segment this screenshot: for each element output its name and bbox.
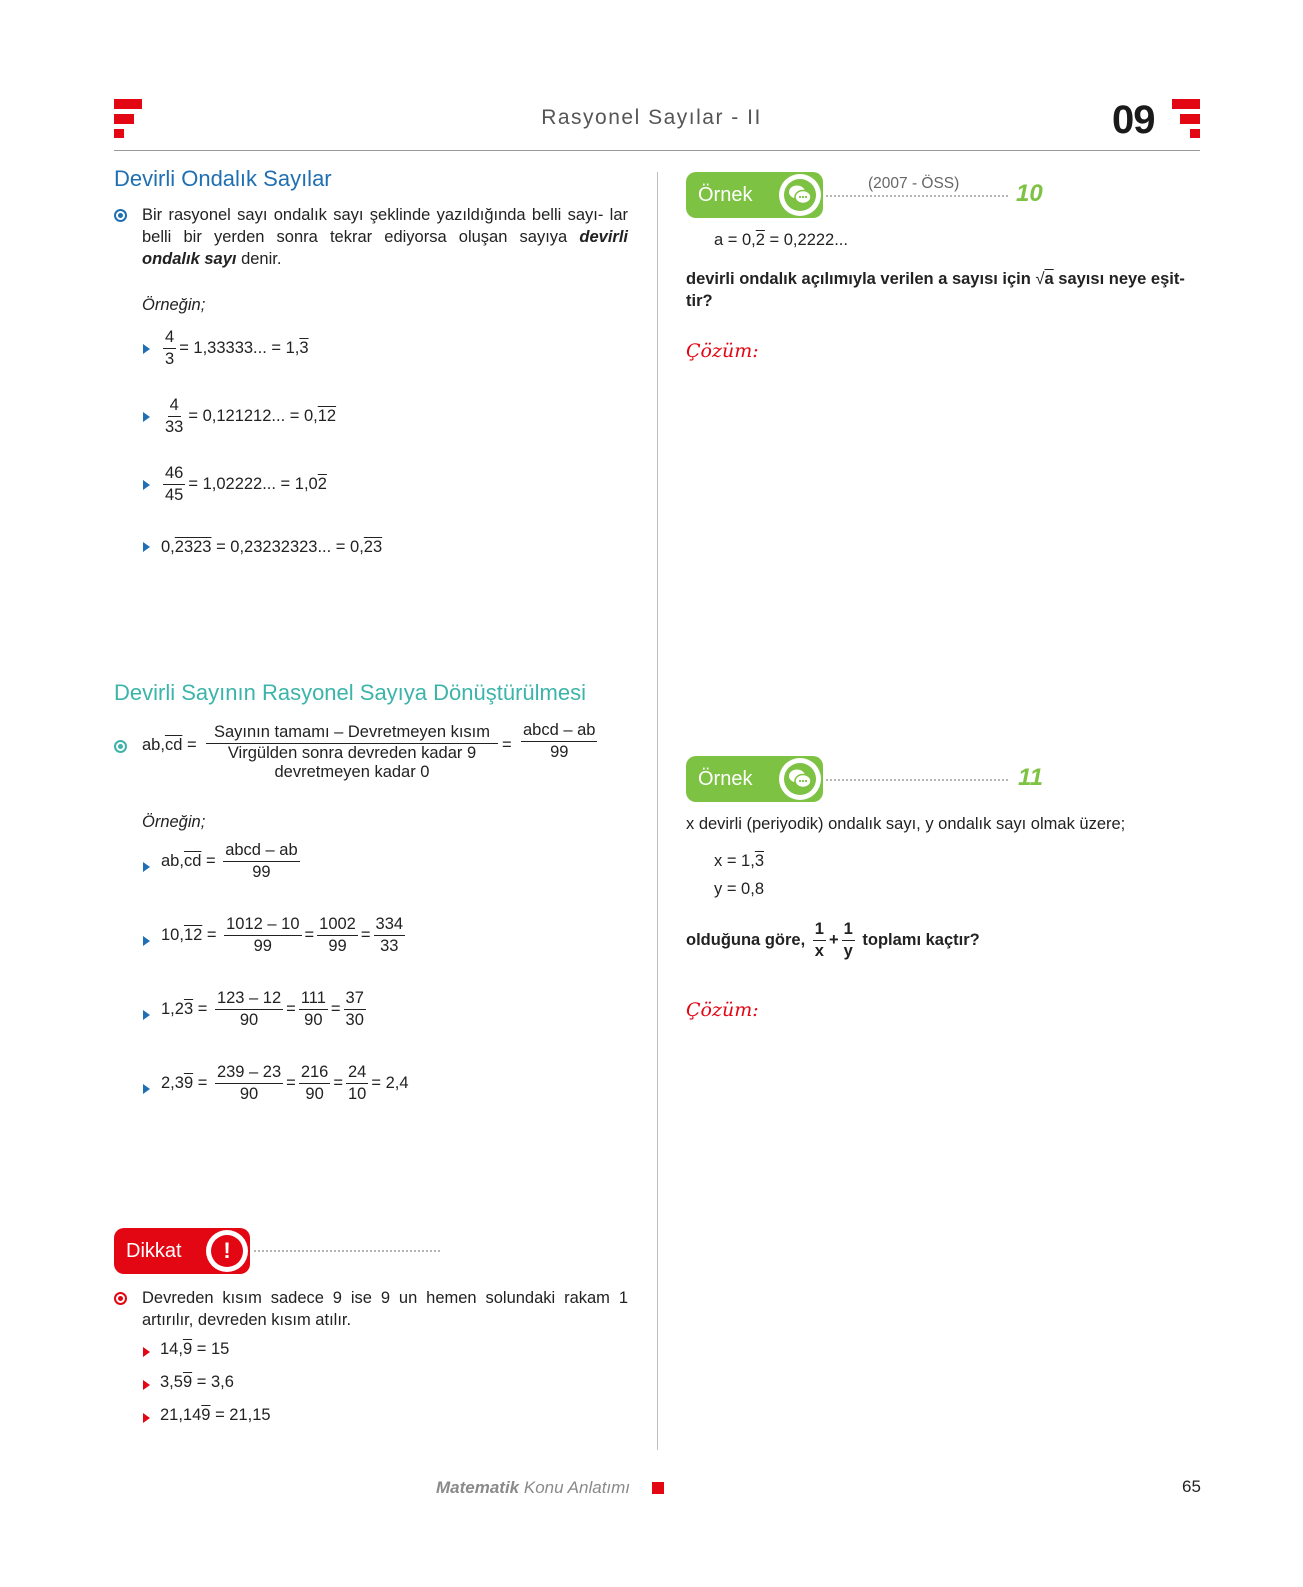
definition-text: Bir rasyonel sayı ondalık sayı şeklinde yazıldığında belli sayı- lar belli bir yerden sonra tekrar ediyorsa oluşan sayıya devirli ondalık sayı denir. <box>142 206 628 268</box>
solution-label: Çözüm: <box>686 999 759 1021</box>
example-2-39: 2,39 = $\frac{239 - 23}{90}$ = $\frac{216}{90}$ = $\frac{24}{10}$ = 2,4 <box>161 1063 409 1103</box>
example-4-3: $\frac{4}{3}$ = 1,33333... = 1,3 <box>165 328 309 368</box>
example-intro: x devirli (periyodik) ondalık sayı, y ondalık sayı olmak üzere; <box>686 815 1126 833</box>
arrow-bullet-icon <box>143 344 150 354</box>
exclamation-icon: ! <box>206 1230 248 1272</box>
arrow-bullet-icon <box>143 936 150 946</box>
example-number: 10 <box>1016 180 1043 207</box>
section-title-donusturme: Devirli Sayının Rasyonel Sayıya Dönüştürülmesi <box>114 680 586 705</box>
dikkat-item: 21,149 = 21,15 <box>160 1406 271 1424</box>
example-badge: Örnek <box>686 172 823 218</box>
arrow-bullet-icon <box>143 862 150 872</box>
formula-fraction: Sayının tamamı – Devretmeyen kısım Virgülden sonra devreden kadar 9 devretmeyen kadar 0 <box>206 722 498 782</box>
chat-bubbles-icon <box>779 174 821 216</box>
arrow-bullet-icon <box>143 1413 150 1423</box>
example-badge: Örnek <box>686 756 823 802</box>
bullet-icon <box>114 209 127 222</box>
example-46-45: $\frac{46}{45}$ = 1,02222... = 1,02 <box>165 464 327 504</box>
formula-equals: = <box>502 736 512 754</box>
examples-label-2: Örneğin; <box>142 813 206 831</box>
example-1-23: 1,23 = $\frac{123 - 12}{90}$ = $\frac{111}{90}$ = $\frac{37}{30}$ <box>161 989 364 1029</box>
footer-book-title: Matematik Konu Anlatımı <box>436 1478 631 1497</box>
given-x: x = 1,3 <box>714 852 765 870</box>
formula-rhs: $\frac{\text{abcd – ab}}{99}$ <box>523 721 596 761</box>
chapter-title: Rasyonel Sayılar - II <box>541 106 762 129</box>
dikkat-item: 14,9 = 15 <box>160 1340 230 1358</box>
arrow-bullet-icon <box>143 1084 150 1094</box>
arrow-bullet-icon <box>143 412 150 422</box>
chapter-number: 09 <box>1112 98 1155 142</box>
given-a: a = 0,2 = 0,2222... <box>714 231 848 249</box>
chat-bubbles-icon <box>779 758 821 800</box>
arrow-bullet-icon <box>143 1010 150 1020</box>
example-10-12: 10,12 = $\frac{1012 - 10}{99}$ = $\frac{1002}{99}$ = $\frac{334}{33}$ <box>161 915 404 955</box>
header-divider <box>114 150 1200 151</box>
example-source: (2007 - ÖSS) <box>868 175 960 192</box>
solution-label: Çözüm: <box>686 340 759 362</box>
dikkat-badge: Dikkat ! <box>114 1228 250 1274</box>
example-4-33: $\frac{4}{33}$ = 0,121212... = 0,12 <box>165 396 337 436</box>
arrow-bullet-icon <box>143 542 150 552</box>
examples-label: Örneğin; <box>142 296 206 314</box>
example-number: 11 <box>1018 764 1043 791</box>
dotted-leader <box>826 779 1008 781</box>
example-abcd: $ab,\overline{cd}$ = $\frac{\text{abcd – ab}}{99}$ <box>161 841 298 881</box>
section-title-devirli-ondalik: Devirli Ondalık Sayılar <box>114 166 332 191</box>
dikkat-text: Devreden kısım sadece 9 ise 9 un hemen solundaki rakam 1 artırılır, devreden kısım atılır. <box>142 1289 628 1329</box>
example-0-2323: 0,2323 = 0,23232323... = 0,23 <box>161 538 383 556</box>
question-text: olduğuna göre, $\frac{1}{x}$ + $\frac{1}{y}$ toplamı kaçtır? <box>686 920 980 960</box>
arrow-bullet-icon <box>143 480 150 490</box>
dotted-leader <box>254 1250 440 1252</box>
column-divider <box>657 172 658 1450</box>
given-y: y = 0,8 <box>714 880 764 898</box>
footer-square-icon <box>652 1482 664 1494</box>
bullet-icon <box>114 1292 127 1305</box>
formula-lhs: $ab,\overline{cd}$ = <box>142 736 197 754</box>
dotted-leader <box>826 195 1008 197</box>
bullet-icon <box>114 740 127 753</box>
dikkat-item: 3,59 = 3,6 <box>160 1373 234 1391</box>
arrow-bullet-icon <box>143 1347 150 1357</box>
arrow-bullet-icon <box>143 1380 150 1390</box>
question-text: devirli ondalık açılımıyla verilen a sayısı için √a sayısı neye eşit- tir? <box>686 270 1185 310</box>
page-number: 65 <box>1182 1477 1201 1496</box>
